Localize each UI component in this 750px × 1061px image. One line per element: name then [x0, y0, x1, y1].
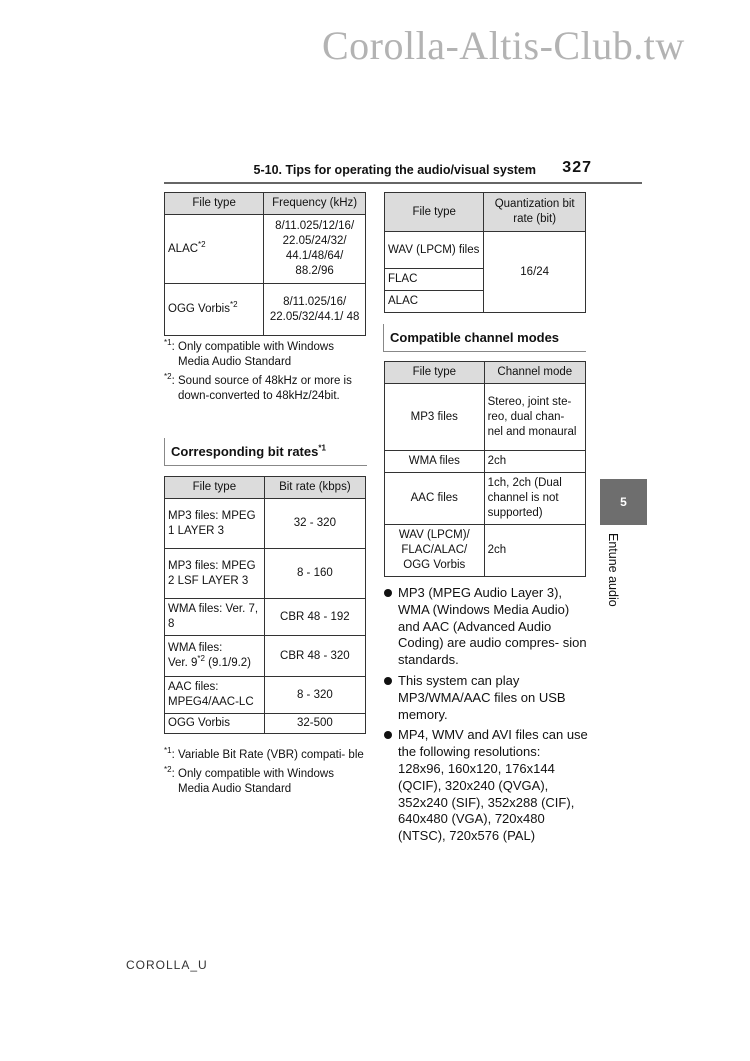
header-rule [164, 182, 642, 184]
footnote: $^{*1}$: Only compatible with Windows Media Audio Standard [164, 338, 334, 368]
table-row [385, 384, 586, 451]
channel-mode-cell: Stereo, joint ste- reo, dual chan- nel and monaural [484, 384, 585, 451]
info-bullets [383, 585, 588, 849]
bitrate-cell: 32 - 320 [264, 499, 365, 549]
file-type-cell: OGG Vorbis [165, 714, 265, 734]
file-type-cell: MP3 files [385, 384, 485, 451]
file-type-cell: AAC files: MPEG4/AAC-LC [165, 677, 265, 714]
bitrate-cell: CBR 48 - 192 [264, 599, 365, 636]
file-type-cell: FLAC [385, 269, 484, 291]
table-row [165, 714, 366, 734]
file-type-cell: OGG Vorbis$^{*2}$ [165, 284, 264, 336]
channel-modes-heading: Compatible channel modes [383, 324, 586, 352]
bullet-dot-icon [384, 731, 392, 739]
footnote: $^{*2}$: Only compatible with Windows Media Audio Standard [164, 765, 334, 795]
page-header [164, 158, 642, 184]
file-type-cell: MP3 files: MPEG 1 LAYER 3 [165, 499, 265, 549]
frequency-table [164, 192, 366, 336]
bullet-item: MP3 (MPEG Audio Layer 3), WMA (Windows Media Audio) and AAC (Advanced Audio Coding) are audio compres- sion standards. [383, 585, 588, 669]
column-header: File type [385, 362, 485, 384]
table-row [165, 636, 366, 677]
bitrate-cell: 8 - 320 [264, 677, 365, 714]
chapter-label: Entune audio [606, 533, 620, 607]
file-type-cell: WAV (LPCM) files [385, 232, 484, 269]
bitrate-cell: CBR 48 - 320 [264, 636, 365, 677]
table-row [385, 451, 586, 473]
quantization-cell: 16/24 [484, 232, 586, 313]
file-type-cell: MP3 files: MPEG 2 LSF LAYER 3 [165, 549, 265, 599]
chapter-tab: 5 [600, 479, 647, 525]
table-row [165, 549, 366, 599]
channel-mode-cell: 2ch [484, 525, 585, 577]
file-type-cell: ALAC$^{*2}$ [165, 215, 264, 284]
bitrate-footnotes [164, 748, 364, 801]
file-type-cell: WMA files [385, 451, 485, 473]
table-header-row [385, 193, 586, 232]
channel-mode-cell: 2ch [484, 451, 585, 473]
table-row [165, 215, 366, 284]
column-header: File type [385, 193, 484, 232]
table-row [385, 525, 586, 577]
channel-mode-table [384, 361, 586, 577]
bitrate-cell: 32-500 [264, 714, 365, 734]
table-header-row [165, 477, 366, 499]
section-title: 5-10. Tips for operating the audio/visual system [253, 163, 536, 177]
footer-model: COROLLA_U [126, 958, 208, 972]
frequency-footnotes [164, 340, 364, 408]
bitrates-heading: Corresponding bit rates$^{*1}$ [164, 438, 367, 466]
column-header: File type [165, 193, 264, 215]
file-type-cell: WAV (LPCM)/ FLAC/ALAC/ OGG Vorbis [385, 525, 485, 577]
column-header: Frequency (kHz) [264, 193, 366, 215]
bullet-dot-icon [384, 589, 392, 597]
footnote: $^{*2}$: Sound source of 48kHz or more is down-converted to 48kHz/24bit. [164, 372, 352, 402]
table-row [165, 599, 366, 636]
bitrate-cell: 8 - 160 [264, 549, 365, 599]
table-header-row [385, 362, 586, 384]
quantization-table [384, 192, 586, 313]
frequency-cell: 8/11.025/12/16/ 22.05/24/32/ 44.1/48/64/ 88.2/96 [264, 215, 366, 284]
column-header: Bit rate (kbps) [264, 477, 365, 499]
table-row [165, 677, 366, 714]
table-row [165, 499, 366, 549]
table-row [385, 473, 586, 525]
column-header: File type [165, 477, 265, 499]
file-type-cell: WMA files: Ver. 9$^{*2}$ (9.1/9.2) [165, 636, 265, 677]
bullet-item: MP4, WMV and AVI files can use the following resolutions: 128x96, 160x120, 176x144 (QCIF), 320x240 (QVGA), 352x240 (SIF), 352x288 (CIF), 640x480 (VGA), 720x480 (NTSC), 720x576 (PAL) [383, 727, 588, 845]
bullet-item: This system can play MP3/WMA/AAC files on USB memory. [383, 673, 588, 723]
page-number: 327 [562, 159, 592, 176]
table-header-row [165, 193, 366, 215]
column-header: Quantization bit rate (bit) [484, 193, 586, 232]
column-header: Channel mode [484, 362, 585, 384]
table-row [385, 232, 586, 269]
table-row [165, 284, 366, 336]
bullet-dot-icon [384, 677, 392, 685]
file-type-cell: ALAC [385, 291, 484, 313]
frequency-cell: 8/11.025/16/ 22.05/32/44.1/ 48 [264, 284, 366, 336]
file-type-cell: WMA files: Ver. 7, 8 [165, 599, 265, 636]
watermark: Corolla-Altis-Club.tw [322, 23, 685, 68]
channel-mode-cell: 1ch, 2ch (Dual channel is not supported) [484, 473, 585, 525]
bitrate-table [164, 476, 366, 734]
footnote: $^{*1}$: Variable Bit Rate (VBR) compati- ble [164, 746, 364, 761]
file-type-cell: AAC files [385, 473, 485, 525]
